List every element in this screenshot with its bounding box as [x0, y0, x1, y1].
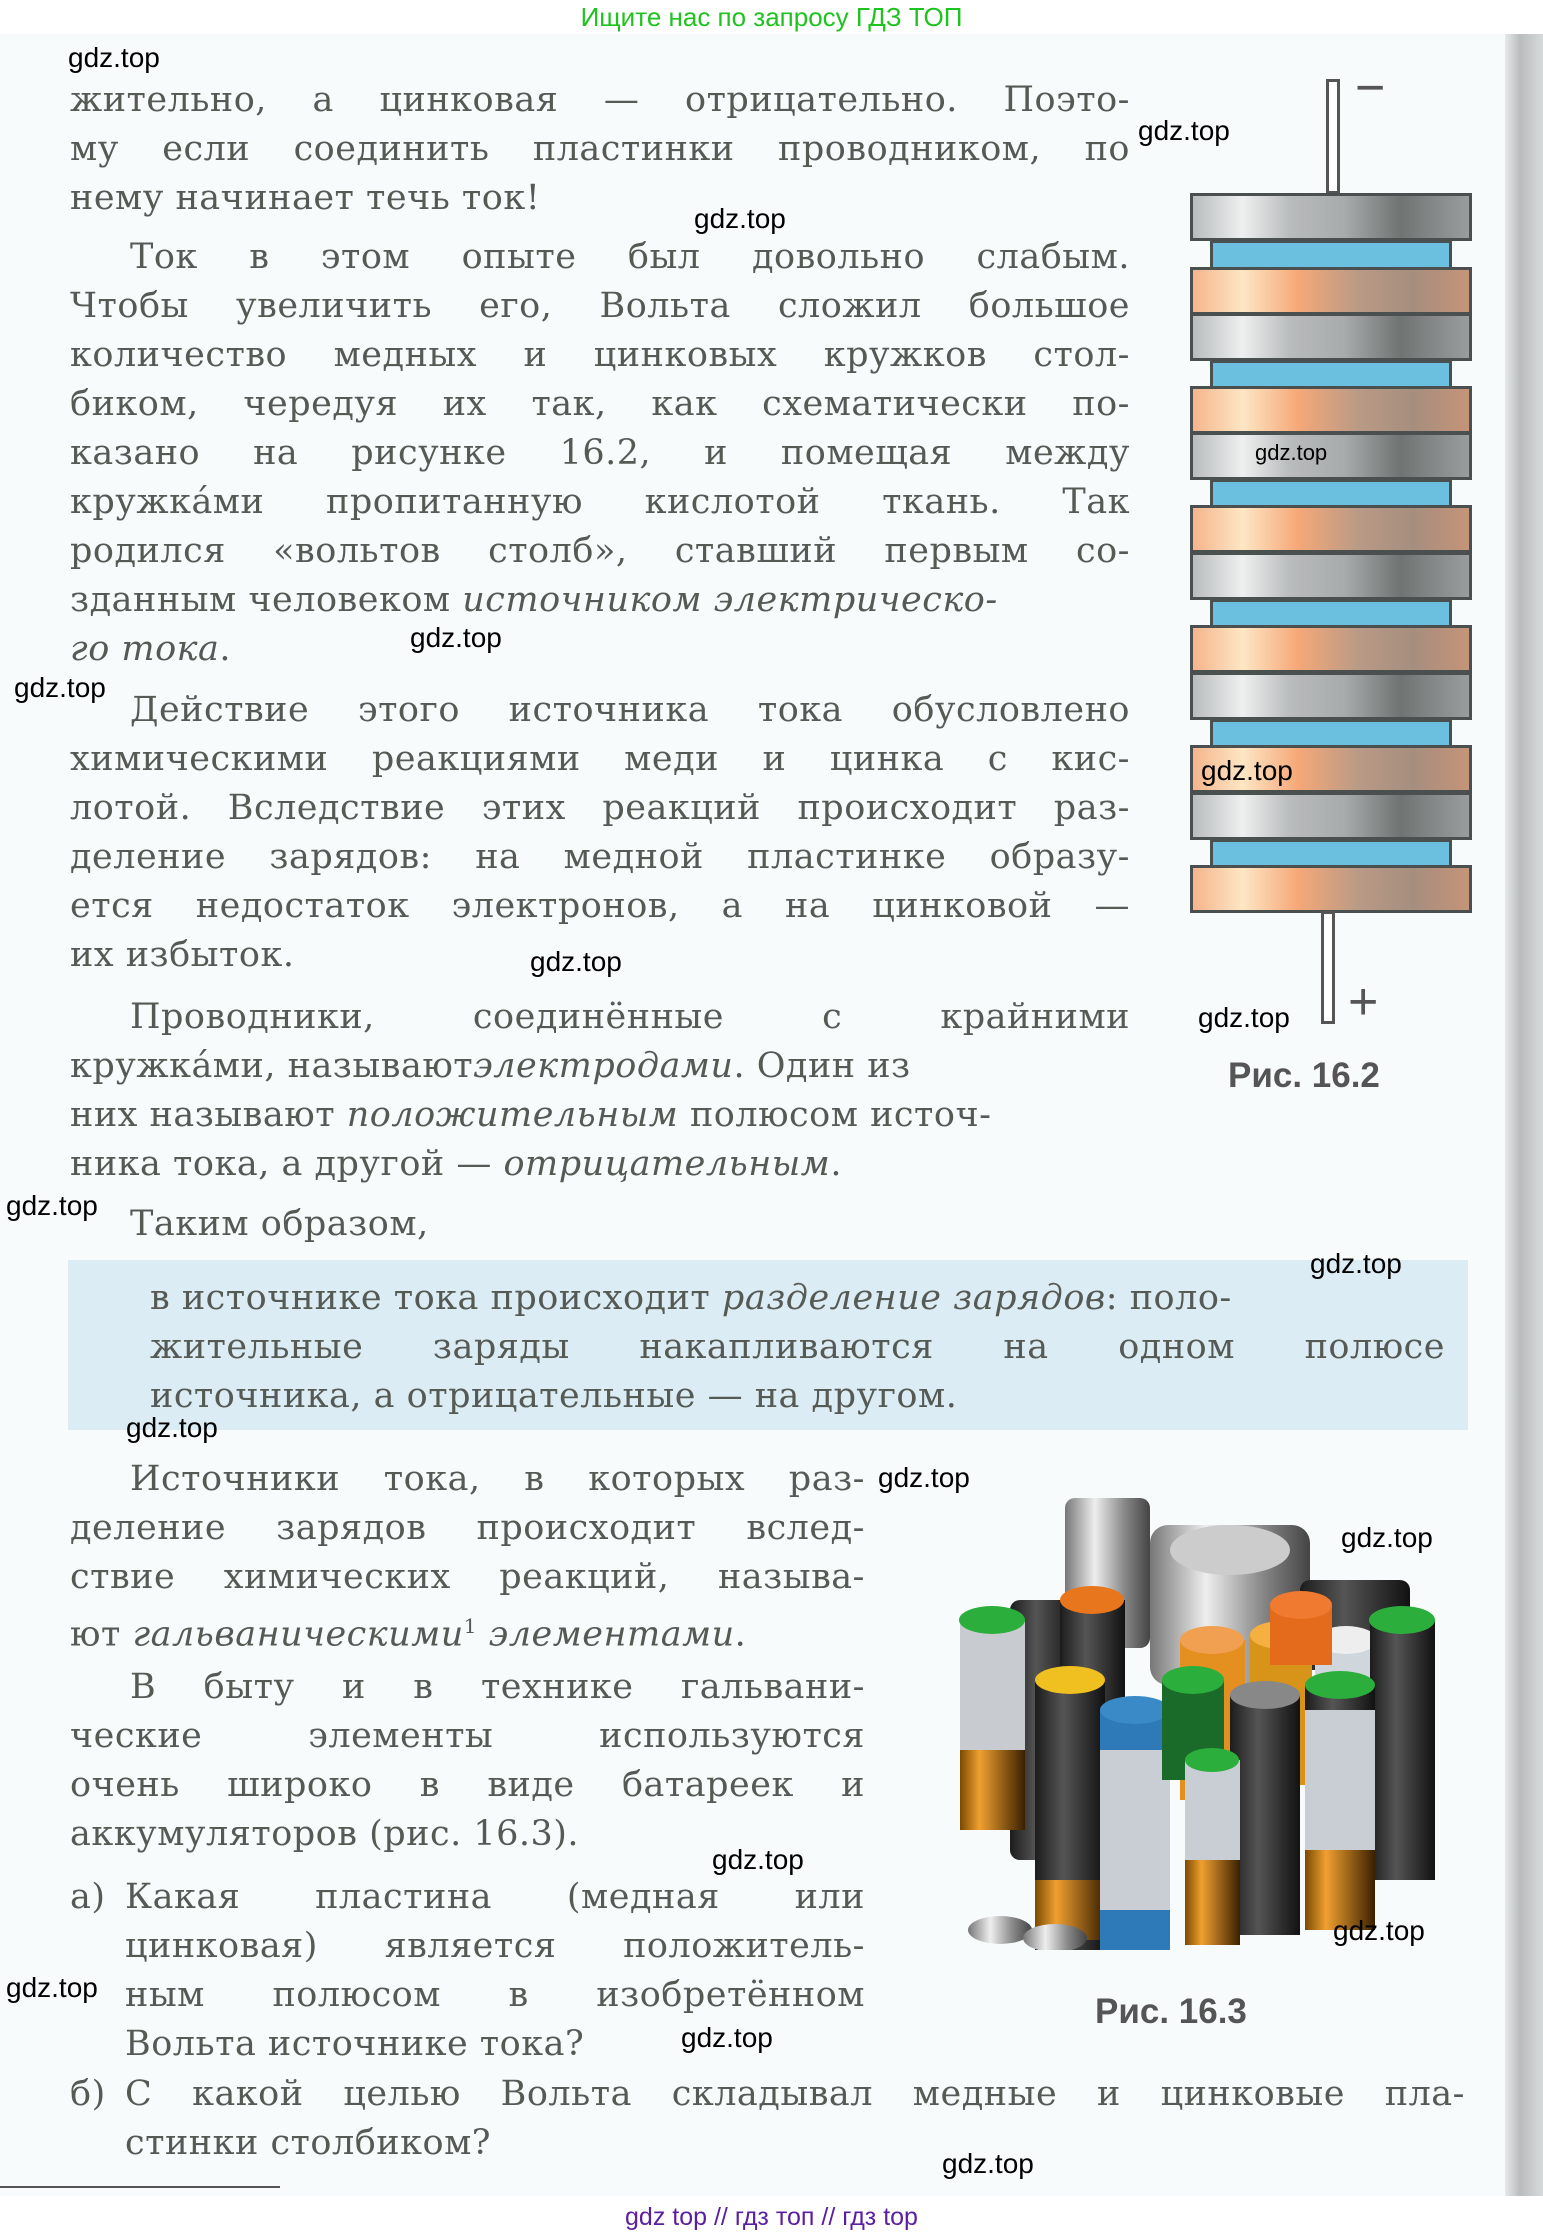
text-line: Проводники, соединённые с крайними: [130, 997, 1130, 1037]
zinc-disc: [1190, 672, 1472, 720]
text-line: родился «вольтов столб», ставший первым со-: [70, 531, 1130, 571]
text-line: деление зарядов происходит вслед-: [70, 1508, 865, 1548]
text-span: кружка́ми, называют: [70, 1046, 474, 1086]
watermark: gdz.top: [1310, 1248, 1402, 1279]
question-a-line: Какая пластина (медная или: [125, 1877, 865, 1917]
text-span: в источнике тока происходит: [150, 1278, 722, 1318]
text-span: : поло-: [1105, 1278, 1232, 1318]
italic-term: отрицательным: [503, 1144, 831, 1184]
definition-line: жительные заряды накапливаются на одном полюсе: [150, 1327, 1445, 1367]
text-line: деление зарядов: на медной пластинке образу-: [70, 837, 1130, 877]
watermark: gdz.top: [1198, 1002, 1290, 1033]
text-line: [70, 1602, 746, 1659]
italic-term: электродами: [473, 1046, 734, 1086]
text-line: очень широко в виде батареек и: [70, 1765, 865, 1805]
italic-term: источником электрическо-: [462, 580, 998, 620]
positive-electrode: [1321, 911, 1335, 1024]
text-span: .: [219, 629, 232, 669]
question-a-line: Вольта источнике тока?: [125, 2024, 585, 2064]
text-line: количество медных и цинковых кружков стол-: [70, 335, 1130, 375]
text-line: кружка́ми пропитанную кислотой ткань. Так: [70, 482, 1130, 522]
text-span: ют: [70, 1614, 133, 1655]
watermark: gdz.top: [14, 672, 106, 703]
question-label-b: б): [70, 2074, 106, 2114]
italic-term: го тока: [70, 629, 220, 669]
text-span: . Один из: [733, 1046, 911, 1086]
watermark: gdz.top: [1255, 440, 1328, 465]
negative-electrode: [1326, 79, 1340, 194]
acid-cloth: [1210, 240, 1452, 270]
watermark: gdz.top: [1138, 115, 1230, 146]
zinc-disc: [1190, 432, 1472, 480]
text-span: .: [830, 1144, 842, 1184]
copper-disc: [1190, 505, 1472, 553]
text-line: ется недостаток электронов, а на цинковой —: [70, 886, 1130, 926]
question-b-line: С какой целью Вольта складывал медные и цинковые пла-: [125, 2074, 1465, 2114]
footnote-divider: [0, 2186, 280, 2188]
minus-sign: −: [1355, 59, 1386, 117]
definition-line: [150, 1274, 1232, 1322]
text-line: ствие химических реакций, называ-: [70, 1557, 865, 1597]
text-line: [70, 625, 231, 673]
text-line: казано на рисунке 16.2, и помещая между: [70, 433, 1130, 473]
text-line: лотой. Вследствие этих реакций происходит раз-: [70, 788, 1130, 828]
watermark: gdz.top: [530, 946, 622, 977]
text-span: [473, 1042, 1130, 1090]
watermark: gdz.top: [878, 1462, 970, 1493]
zinc-disc: [1190, 313, 1472, 361]
text-line: Чтобы увеличить его, Вольта сложил большое: [70, 286, 1130, 326]
watermark: gdz.top: [694, 203, 786, 234]
text-line: их избыток.: [70, 935, 295, 975]
text-span: зданным человеком: [70, 580, 463, 620]
text-line: Таким образом,: [130, 1204, 429, 1244]
question-label-a: а): [70, 1877, 106, 1917]
watermark: gdz.top: [6, 1972, 98, 2003]
text-span: полюсом источ-: [678, 1095, 992, 1135]
italic-term: разделение зарядов: [721, 1278, 1106, 1318]
figure-caption-16-3: Рис. 16.3: [1095, 1992, 1247, 2031]
copper-disc: [1190, 625, 1472, 673]
watermark: gdz.top: [712, 1844, 804, 1875]
text-span: них называют: [70, 1095, 347, 1135]
text-line: [70, 1042, 1130, 1090]
zinc-disc: [1190, 193, 1472, 241]
text-line: аккумуляторов (рис. 16.3).: [70, 1814, 580, 1854]
page-binding-edge: [1505, 34, 1543, 2196]
text-line: [70, 576, 998, 624]
text-line: [70, 1140, 842, 1188]
zinc-disc: [1190, 552, 1472, 600]
text-line: жительно, а цинковая — отрицательно. Поэто-: [70, 80, 1130, 120]
text-line: [70, 1091, 991, 1139]
text-span: ника тока, а другой —: [70, 1144, 504, 1184]
watermark: gdz.top: [942, 2148, 1034, 2179]
text-line: ческие элементы используются: [70, 1716, 865, 1756]
watermark: gdz.top: [1333, 1915, 1425, 1946]
italic-term: гальваническими: [132, 1614, 464, 1655]
text-line: му если соединить пластинки проводником, по: [70, 129, 1130, 169]
figure-caption-16-2: Рис. 16.2: [1228, 1056, 1380, 1095]
text-line: биком, чередуя их так, как схематически по-: [70, 384, 1130, 424]
watermark: gdz.top: [1201, 755, 1293, 786]
copper-disc: [1190, 386, 1472, 434]
question-b-line: стинки столбиком?: [125, 2123, 492, 2163]
text-line: Ток в этом опыте был довольно слабым.: [130, 237, 1130, 277]
watermark: gdz.top: [681, 2022, 773, 2053]
footnote-marker: 1: [463, 1614, 478, 1638]
text-span: .: [734, 1614, 747, 1655]
watermark: gdz.top: [68, 42, 160, 73]
italic-term: элементами: [477, 1614, 735, 1655]
question-a-line: цинковая) является положитель-: [125, 1926, 865, 1966]
bottom-banner: gdz top // гдз топ // гдз top: [625, 2203, 918, 2231]
watermark: gdz.top: [410, 622, 502, 653]
text-line: нему начинает течь ток!: [70, 178, 541, 218]
watermark: gdz.top: [6, 1190, 98, 1221]
question-a-line: ным полюсом в изобретённом: [125, 1975, 865, 2015]
watermark: gdz.top: [1341, 1522, 1433, 1553]
text-line: Источники тока, в которых раз-: [130, 1459, 865, 1499]
text-line: Действие этого источника тока обусловлено: [130, 690, 1130, 730]
plus-sign: +: [1348, 973, 1379, 1031]
zinc-disc: [1190, 792, 1472, 840]
text-line: В быту и в технике гальвани-: [130, 1667, 865, 1707]
copper-disc: [1190, 865, 1472, 913]
italic-term: положительным: [346, 1095, 679, 1135]
text-line: химическими реакциями меди и цинка с кис-: [70, 739, 1130, 779]
watermark: gdz.top: [126, 1412, 218, 1443]
top-banner: Ищите нас по запросу ГДЗ ТОП: [580, 2, 963, 32]
copper-disc: [1190, 267, 1472, 315]
definition-line: источника, а отрицательные — на другом.: [150, 1376, 958, 1416]
